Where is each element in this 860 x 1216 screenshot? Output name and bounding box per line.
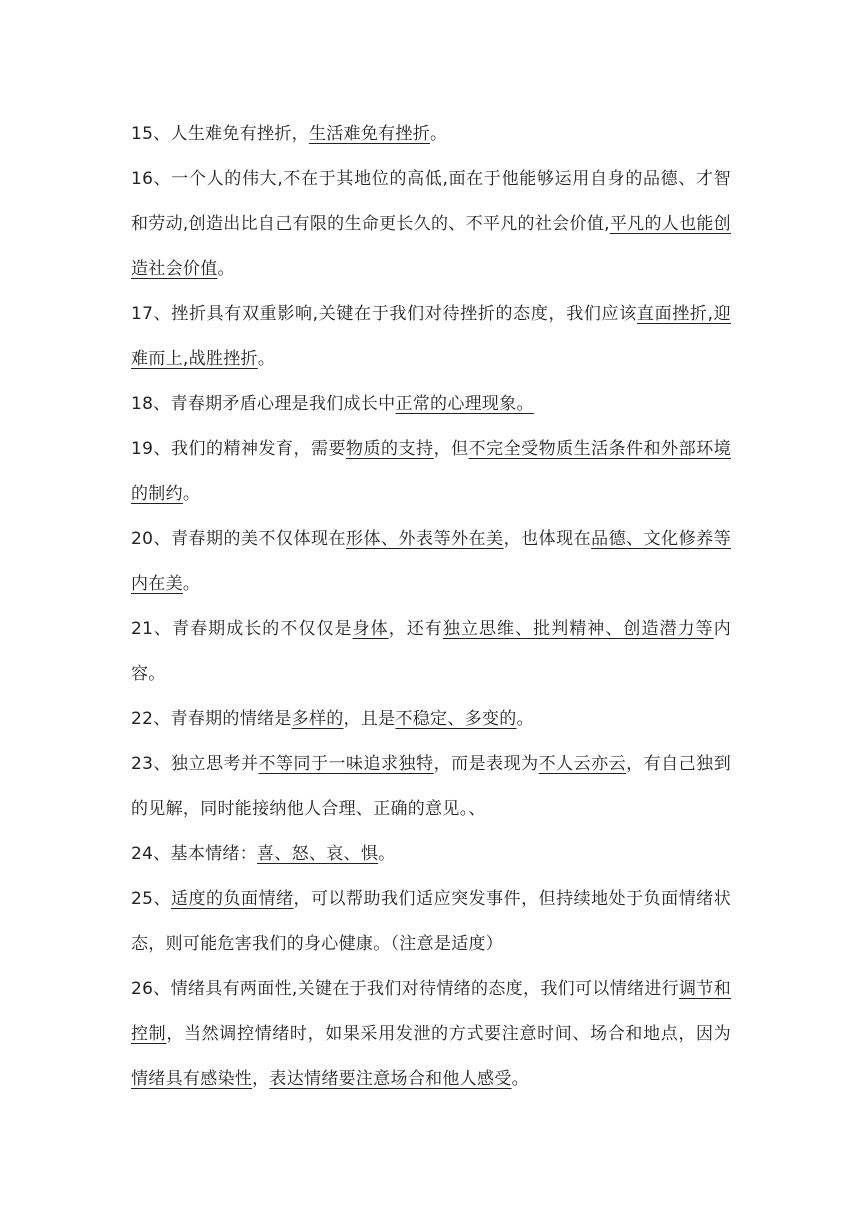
underlined-key-phrase: 物质的支持 bbox=[346, 439, 434, 459]
document-page bbox=[131, 112, 731, 1102]
underlined-key-phrase: 不完全受物质生活条件和外部环境的制约 bbox=[131, 439, 732, 504]
knowledge-point-item bbox=[131, 877, 731, 967]
underlined-key-phrase: 多样的 bbox=[291, 709, 344, 729]
plain-text: 。 bbox=[257, 349, 276, 369]
underlined-key-phrase: 调节和控制 bbox=[131, 979, 731, 1044]
plain-text: 15、人生难免有挫折， bbox=[131, 124, 309, 144]
plain-text: ， bbox=[252, 1069, 270, 1089]
underlined-key-phrase: 正常的心理现象。 bbox=[395, 394, 534, 414]
knowledge-point-item bbox=[131, 697, 731, 742]
knowledge-point-item bbox=[131, 292, 731, 382]
plain-text: 20、青春期的美不仅体现在 bbox=[131, 529, 347, 549]
plain-text: ，而是表现为 bbox=[433, 754, 539, 774]
knowledge-point-item bbox=[131, 832, 731, 877]
plain-text: 。 bbox=[182, 574, 201, 594]
knowledge-point-item bbox=[131, 382, 731, 427]
knowledge-point-item bbox=[131, 427, 731, 517]
plain-text: ，也体现在 bbox=[503, 529, 592, 549]
plain-text: 。 bbox=[217, 259, 235, 279]
plain-text: 。 bbox=[511, 1069, 529, 1089]
plain-text: ，当然调控情绪时，如果采用发泄的方式要注意时间、场合和地点，因为 bbox=[166, 1024, 731, 1044]
plain-text: 19、我们的精神发育，需要 bbox=[131, 439, 347, 459]
plain-text: 16、一个人的伟大,不在于其地位的高低,面在于他能够运用自身的品德、才智和劳动,创造出比自己有限的生命更长久的、不平凡的社会价值, bbox=[131, 169, 731, 234]
underlined-key-phrase: 不等同于一味追求独特 bbox=[258, 754, 434, 774]
plain-text: ，且是 bbox=[343, 709, 396, 729]
knowledge-point-item bbox=[131, 517, 731, 607]
knowledge-point-item bbox=[131, 157, 731, 292]
underlined-key-phrase: 形体、外表等外在美 bbox=[346, 529, 504, 549]
plain-text: 25、 bbox=[131, 889, 171, 909]
plain-text: 24、基本情绪： bbox=[131, 844, 258, 864]
plain-text: ，可以帮助我们适应突发事件，但持续地处于负面情绪状态，则可能危害我们的身心健康。（注意是适度） bbox=[131, 889, 731, 954]
plain-text: 22、青春期的情绪是 bbox=[131, 709, 292, 729]
knowledge-point-item bbox=[131, 742, 731, 832]
plain-text: 。 bbox=[182, 484, 201, 504]
plain-text: ，但 bbox=[433, 439, 469, 459]
plain-text: ，还有 bbox=[388, 619, 443, 639]
underlined-key-phrase: 不稳定、多变的 bbox=[395, 709, 517, 729]
plain-text: 23、独立思考并 bbox=[131, 754, 259, 774]
plain-text: 21、青春期成长的不仅仅是 bbox=[131, 619, 353, 639]
underlined-key-phrase: 适度的负面情绪 bbox=[170, 889, 294, 909]
knowledge-point-item bbox=[131, 607, 731, 697]
plain-text: 26、情绪具有两面性,关键在于我们对待情绪的态度，我们可以情绪进行 bbox=[131, 979, 680, 999]
underlined-key-phrase: 生活难免有挫折 bbox=[308, 124, 431, 144]
plain-text: 。 bbox=[516, 709, 534, 729]
plain-text: ，有自己独到的见解，同时能接纳他人合理、正确的意见。、 bbox=[131, 754, 731, 819]
plain-text: 。 bbox=[430, 124, 448, 144]
underlined-key-phrase: 不人云亦云 bbox=[538, 754, 627, 774]
knowledge-point-list bbox=[131, 112, 731, 1102]
knowledge-point-item bbox=[131, 112, 731, 157]
underlined-key-phrase: 直面挫折,迎难而上,战胜挫折 bbox=[131, 304, 731, 369]
plain-text: 18、青春期矛盾心理是我们成长中 bbox=[131, 394, 396, 414]
underlined-key-phrase: 身体 bbox=[352, 619, 389, 639]
underlined-key-phrase: 平凡的人也能创造社会价值 bbox=[131, 214, 731, 279]
underlined-key-phrase: 独立思维、批判精神、创造潜力等 bbox=[442, 619, 714, 639]
plain-text: 内容。 bbox=[131, 619, 732, 684]
underlined-key-phrase: 品德、文化修养等内在美 bbox=[131, 529, 732, 594]
underlined-key-phrase: 喜、怒、哀、惧 bbox=[257, 844, 379, 864]
underlined-key-phrase: 表达情绪要注意场合和他人感受 bbox=[269, 1069, 512, 1089]
knowledge-point-item bbox=[131, 967, 731, 1102]
underlined-key-phrase: 情绪具有感染性 bbox=[131, 1069, 253, 1089]
plain-text: 17、挫折具有双重影响,关键在于我们对待挫折的态度，我们应该 bbox=[131, 304, 637, 324]
plain-text: 。 bbox=[378, 844, 396, 864]
